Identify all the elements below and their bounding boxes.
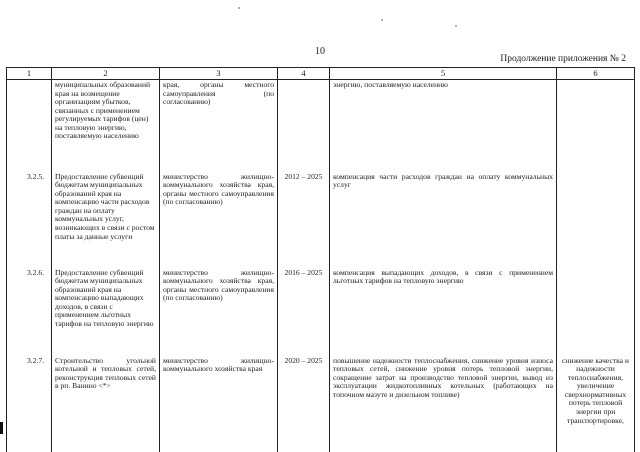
measure-result: компенсация выпадающих доходов, в связи с применением льготных тарифов на тепловую энергию xyxy=(330,268,557,356)
measure-result: энергию, поставляемую населению xyxy=(330,80,557,172)
measure-executor: министерство жилищно-коммунального хозяйства края xyxy=(160,356,278,452)
measure-consequence xyxy=(557,172,635,268)
measure-consequence: снижение качества и надежности теплоснабжения, увеличение сверхнормативных потерь тепловой энергии при транспортировке, xyxy=(557,356,635,452)
table-row xyxy=(7,356,635,452)
measure-result: повышение надежности теплоснабжения, снижение уровня износа тепловых сетей, снижение уровня потерь тепловой энергии, сокращение затрат на производство тепловой энергии, вывод из эксплуатации жидкотопливных котельных (работающих на топочном мазуте и дизельном топливе) xyxy=(330,356,557,452)
table-row xyxy=(7,80,635,172)
measure-executor: края, органы местного самоуправления (по согласованию) xyxy=(160,80,278,172)
column-header-4: 4 xyxy=(278,68,330,80)
measure-executor: министерство жилищно-коммунального хозяйства края, органы местного самоуправления (по согласованию) xyxy=(160,268,278,356)
scan-speck xyxy=(455,25,457,27)
measure-number: 3.2.5. xyxy=(7,172,52,268)
measure-number xyxy=(7,80,52,172)
measure-term xyxy=(278,80,330,172)
measure-number: 3.2.7. xyxy=(7,356,52,452)
measure-term: 2020 – 2025 xyxy=(278,356,330,452)
appendix-continuation-note: Продолжение приложения № 2 xyxy=(500,54,626,64)
column-header-5: 5 xyxy=(330,68,557,80)
measure-name: Предоставление субвенций бюджетам муниципальных образований края на компенсацию выпадающих доходов, в связи с применением льготных тарифов на тепловую энергию xyxy=(52,268,160,356)
measure-name: муниципальных образований края на возмещение организациям убытков, связанных с применением регулируемых тарифов (цен) на тепловую энергию, поставляемую населению xyxy=(52,80,160,172)
measure-name: Строительство угольной котельной и тепловых сетей, реконструкция тепловых сетей в рп. Ванино <*> xyxy=(52,356,160,452)
column-header-3: 3 xyxy=(160,68,278,80)
column-header-1: 1 xyxy=(7,68,52,80)
table-row xyxy=(7,172,635,268)
measure-result: компенсация части расходов граждан на оплату коммунальных услуг xyxy=(330,172,557,268)
measure-number: 3.2.6. xyxy=(7,268,52,356)
measure-consequence xyxy=(557,268,635,356)
measure-executor: министерство жилищно-коммунального хозяйства края, органы местного самоуправления (по согласованию) xyxy=(160,172,278,268)
column-number-header-row xyxy=(7,68,635,80)
measure-name: Предоставление субвенций бюджетам муниципальных образований края на компенсацию части расходов граждан на оплату коммунальных услуг, возникающих в связи с ростом платы за данные услуги xyxy=(52,172,160,268)
measure-term: 2012 – 2025 xyxy=(278,172,330,268)
program-measures-table xyxy=(6,67,635,452)
measure-consequence xyxy=(557,80,635,172)
scan-speck xyxy=(238,7,240,9)
measure-term: 2016 – 2025 xyxy=(278,268,330,356)
table-row xyxy=(7,268,635,356)
scan-edge-mark xyxy=(0,422,3,434)
column-header-6: 6 xyxy=(557,68,635,80)
scan-speck xyxy=(381,19,383,21)
column-header-2: 2 xyxy=(52,68,160,80)
page-number: 10 xyxy=(315,46,325,57)
